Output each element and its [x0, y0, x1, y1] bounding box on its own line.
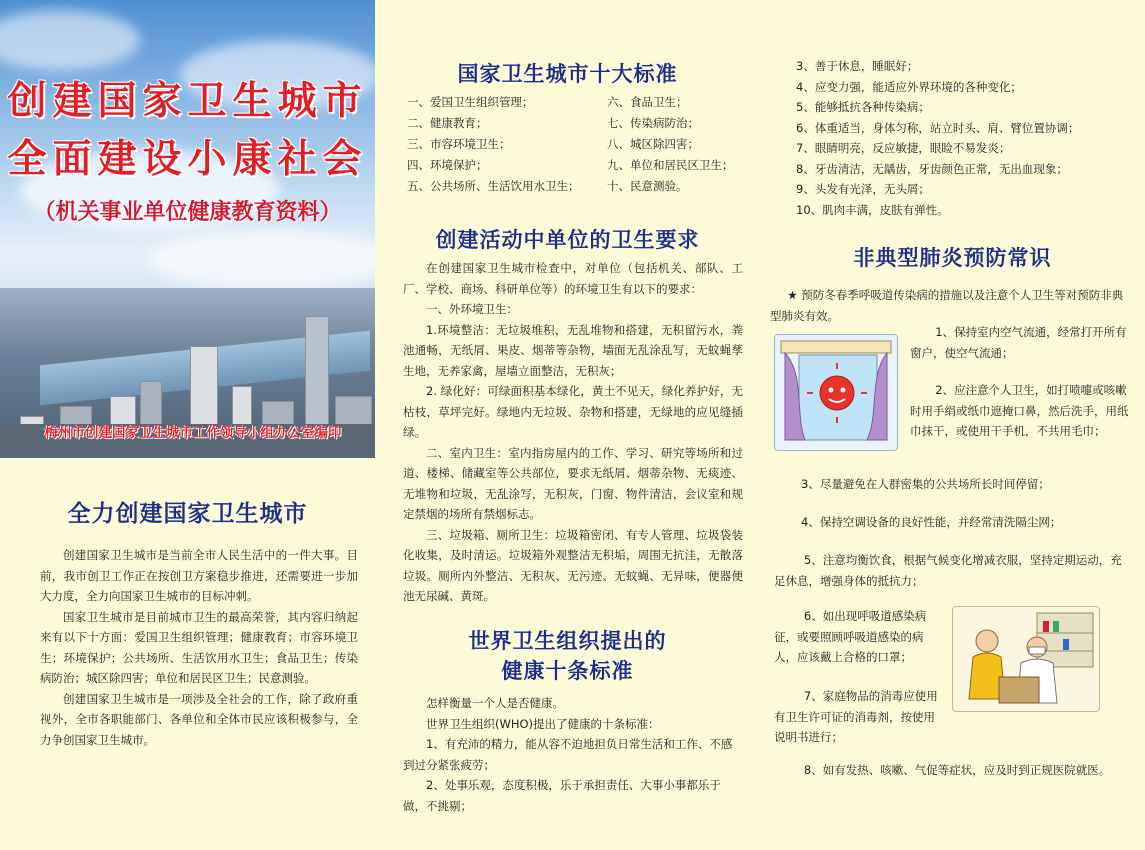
who-standards-continued: [796, 56, 1116, 220]
tip-1: [910, 322, 1130, 363]
paragraph: 3、尽量避免在人群密集的公共场所长时间停留；: [801, 477, 1050, 491]
list-item: 3、善于休息，睡眠好；: [796, 59, 919, 73]
list-item: 八、城区除四害；: [607, 137, 699, 151]
cover-image: [0, 0, 375, 458]
list-item: 五、公共场所、生活饮用水卫生；: [407, 179, 580, 193]
paragraph: 国家卫生城市是目前城市卫生的最高荣誉，其内容归纳起来有以下十方面：爱国卫生组织管理；健康教育；市容环境卫生；环境保护；公共场所、生活饮用水卫生；食品卫生；传染病防治；城区除四害；单位和居民区卫生；民意测验。: [40, 609, 358, 685]
list-item: 九、单位和居民区卫生；: [607, 158, 734, 172]
paragraph: ★ 预防冬春季呼吸道传染病的措施以及注意个人卫生等对预防非典型肺炎有效。: [770, 288, 1124, 323]
list-item: 6、体重适当，身体匀称，站立时头、肩、臂位置协调；: [796, 120, 1080, 135]
cover-subtitle: （机关事业单位健康教育资料）: [33, 199, 342, 225]
list-item: 9、头发有光泽，无头屑；: [796, 182, 930, 196]
list-item: 5、能够抵抗各种传染病；: [796, 100, 930, 114]
paragraph: 1.环境整洁：无垃圾堆积，无乱堆物和搭建，无积留污水，粪池通畅，无纸屑、果皮、烟蒂等杂物，墙面无乱涂乱写，无蚊蝇孳生地，无养家禽，屋墙立面整洁，无积灰；: [403, 322, 743, 378]
paragraph: 7、家庭物品的消毒应使用有卫生许可证的消毒剂，按使用说明书进行；: [774, 689, 938, 744]
who-heading-line1: 世界卫生组织提出的: [468, 629, 667, 653]
list-item: 三、市容环境卫生；: [407, 137, 511, 151]
list-item: 7、眼睛明亮，反应敏捷，眼睑不易发炎；: [796, 141, 1011, 155]
paragraph: 6、如出现呼吸道感染病征，或要照顾呼吸道感染的病人，应该戴上合格的口罩；: [774, 609, 927, 664]
cover-title-line1: 创建国家卫生城市: [7, 78, 368, 124]
paragraph: 二、室内卫生：室内指房屋内的工作、学习、研究等场所和过道、楼梯、储藏室等公共部位，要求无纸屑、烟蒂杂物、无痰迹、无堆物和垃圾，无乱涂写，无积灰，门窗、物件清洁，会议室和规定禁烟的场所有禁烟标志。: [403, 445, 743, 521]
paragraph: 在创建国家卫生城市检查中，对单位（包括机关、部队、工厂、学校、商场、科研单位等）的环境卫生有以下的要求：: [403, 261, 743, 296]
paragraph: 创建国家卫生城市是当前全市人民生活中的一件大事。目前，我市创卫工作正在按创卫方案稳步推进，还需要进一步加大力度，全力向国家卫生城市的目标冲刺。: [40, 548, 358, 603]
list-item: 8、牙齿清洁，无龋齿，牙齿颜色正常，无出血现象；: [796, 161, 1068, 176]
middle-panel: [375, 0, 760, 850]
right-panel: [760, 0, 1145, 850]
sars-intro: [770, 285, 1128, 326]
paragraph: 2、应注意个人卫生，如打喷嚏或咳嗽时用手绢或纸巾遮掩口鼻，然后洗手，用纸巾抹干，或使用干手机，不共用毛巾；: [910, 383, 1129, 438]
standards-heading: 国家卫生城市十大标准: [457, 62, 678, 86]
paragraph: 5、注意均衡饮食，根据气候变化增减衣服，坚持定期运动，充足休息，增强身体的抵抗力；: [774, 553, 1122, 588]
left-panel: [0, 0, 375, 850]
paragraph: 三、垃圾箱、厕所卫生：垃圾箱密闭、有专人管理、垃圾袋装化收集，及时清运。垃圾箱外观整洁无积垢，周围无抗洼，无散落垃圾。厕所内外整洁、无积灰、无污迹、无蚊蝇、无异味，便器便池无尿碱、黄斑。: [403, 527, 743, 603]
paragraph: 世界卫生组织(WHO)提出了健康的十条标准：: [426, 716, 660, 731]
sars-heading: 非典型肺炎预防常识: [853, 246, 1052, 270]
list-item: 二、健康教育；: [407, 116, 488, 130]
tip-8: [774, 760, 1130, 781]
paragraph: 1、有充沛的精力，能从容不迫地担负日常生活和工作、不感到过分紧张疲劳；: [403, 737, 733, 772]
list-item: 六、食品卫生；: [607, 95, 688, 109]
list-item: 4、应变力强，能适应外界环境的各种变化；: [796, 79, 1022, 94]
list-item: 四、环境保护；: [407, 158, 488, 172]
tip-4: [770, 512, 1130, 533]
paragraph: 2. 绿化好：可绿面积基本绿化，黄土不见天，绿化养护好，无枯枝，草坪完好。绿地内无垃圾、杂物和搭建，无绿地的应见缝插绿。: [403, 384, 743, 439]
doctor-illustration: [952, 606, 1100, 712]
tip-6: [774, 606, 946, 668]
panel1-heading: 全力创建国家卫生城市: [67, 501, 308, 527]
paragraph: 一、外环境卫生：: [426, 302, 518, 316]
panel1-body: [40, 545, 358, 750]
paragraph: 创建国家卫生城市是一项涉及全社会的工作，除了政府重视外，全市各职能部门、各单位和全体市民应该积极参与，全力争创国家卫生城市。: [40, 691, 358, 747]
list-item: 一、爱国卫生组织管理；: [407, 95, 534, 109]
tip-7: [774, 686, 946, 748]
tip-3: [770, 474, 1130, 495]
paragraph: 2、处事乐观，态度积极，乐于承担责任、大事小事都乐于做，不挑剔；: [403, 778, 721, 813]
who-heading-line2: 健康十条标准: [501, 659, 634, 683]
tip-5: [774, 550, 1130, 591]
paragraph: 8、如有发热、咳嗽、气促等症状，应及时到正规医院就医。: [803, 763, 1111, 777]
tip-2: [910, 380, 1130, 442]
requirements-heading: 创建活动中单位的卫生要求: [435, 228, 700, 252]
paragraph: 1、保持室内空气流通，经常打开所有窗户，使空气流通；: [910, 325, 1127, 360]
list-item: 七、传染病防治；: [607, 116, 699, 130]
open-window-illustration: [774, 334, 898, 451]
cover-credit: 梅州市创建国家卫生城市工作领导小组办公室编印: [44, 425, 342, 441]
paragraph: 4、保持空调设备的良好性能，并经常清洗隔尘网；: [801, 515, 1062, 529]
paragraph: 怎样衡量一个人是否健康。: [426, 696, 564, 710]
requirements-body: [403, 258, 743, 607]
who-intro: [403, 693, 743, 816]
list-item: 10、肌肉丰满，皮肤有弹性。: [796, 202, 949, 217]
cover-title-line2: 全面建设小康社会: [7, 136, 368, 182]
list-item: 十、民意测验。: [607, 179, 688, 193]
